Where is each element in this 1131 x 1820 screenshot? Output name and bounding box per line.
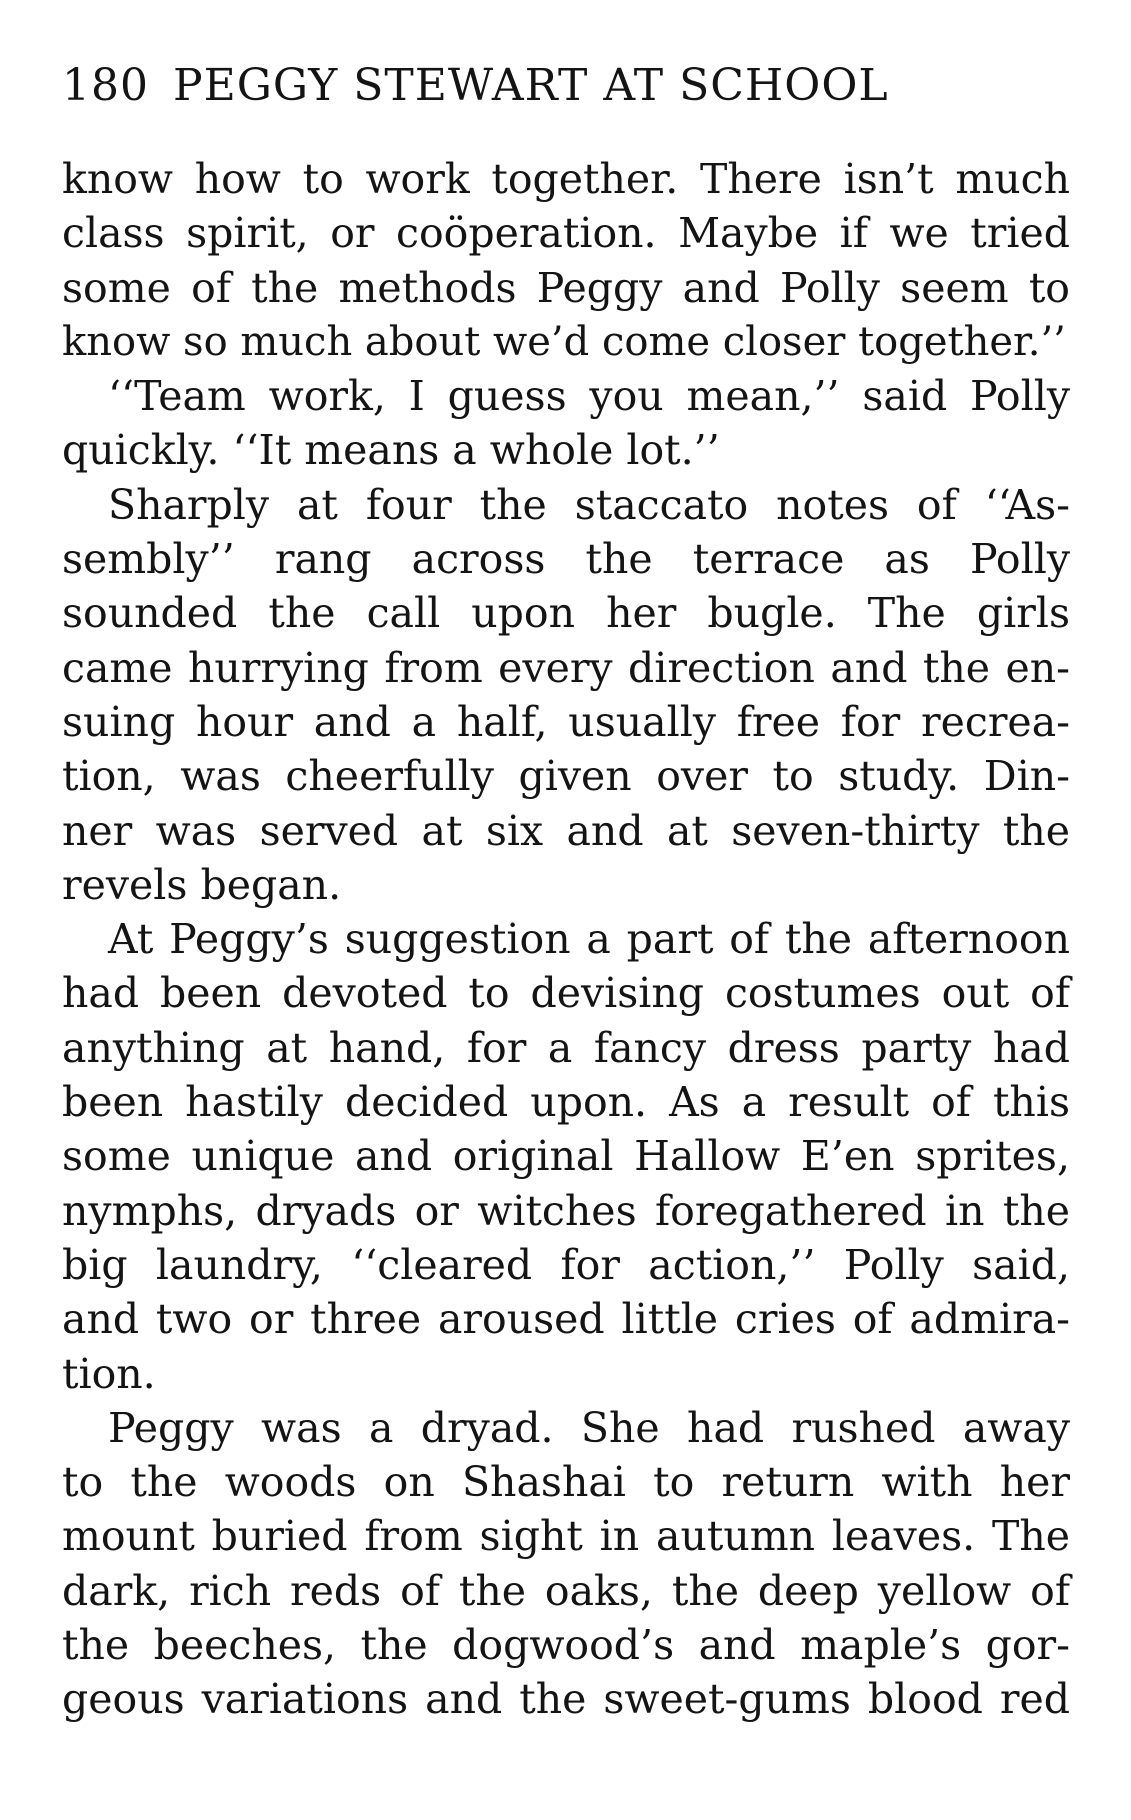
text-line: know so much about we’d come closer together.’’ — [62, 318, 1066, 365]
text-line: to the woods on Shashai to return with her — [62, 1458, 1070, 1507]
text-line: ner was served at six and at seven-thirty the — [62, 806, 1070, 855]
text-line: been hastily decided upon. As a result of this — [62, 1078, 1070, 1127]
text-line: ‘‘Team work, I guess you mean,’’ said Polly — [108, 372, 1070, 421]
text-line: the beeches, the dogwood’s and maple’s gor- — [62, 1621, 1070, 1670]
text-line: tion. — [62, 1349, 156, 1398]
running-title: PEGGY STEWART AT SCHOOL — [172, 60, 889, 111]
text-line: came hurrying from every direction and the en- — [62, 643, 1070, 692]
text-line: big laundry, ‘‘cleared for action,’’ Polly said, — [62, 1240, 1070, 1289]
text-line: mount buried from sight in autumn leaves. The — [62, 1512, 1070, 1561]
text-line: suing hour and a half, usually free for recrea- — [62, 697, 1070, 746]
text-line: nymphs, dryads or witches foregathered in the — [62, 1186, 1070, 1235]
text-line: dark, rich reds of the oaks, the deep yellow of — [62, 1566, 1070, 1615]
text-line: geous variations and the sweet-gums blood red — [62, 1675, 1070, 1724]
page-number: 180 — [62, 60, 149, 111]
text-line: sounded the call upon her bugle. The girls — [62, 589, 1070, 638]
text-line: tion, was cheerfully given over to study. Din- — [62, 752, 1070, 801]
text-line: sembly’’ rang across the terrace as Polly — [62, 535, 1070, 584]
text-line: At Peggy’s suggestion a part of the afternoon — [108, 915, 1070, 964]
text-line: Peggy was a dryad. She had rushed away — [108, 1403, 1070, 1452]
text-line: anything at hand, for a fancy dress party had — [62, 1023, 1070, 1072]
text-line: quickly. ‘‘It means a whole lot.’’ — [62, 426, 720, 475]
text-line: Sharply at four the staccato notes of ‘‘As- — [108, 480, 1070, 529]
text-line: had been devoted to devising costumes out of — [62, 969, 1070, 1018]
text-line: revels began. — [62, 860, 342, 909]
text-line: class spirit, or coöperation. Maybe if we tried — [62, 209, 1070, 258]
text-line: some of the methods Peggy and Polly seem to — [62, 263, 1070, 312]
text-line: know how to work together. There isn’t much — [62, 155, 1070, 203]
text-line: and two or three aroused little cries of admira- — [62, 1295, 1070, 1344]
running-head — [62, 58, 1072, 114]
body-text — [62, 152, 1070, 1727]
text-line: some unique and original Hallow E’en sprites, — [62, 1132, 1070, 1181]
